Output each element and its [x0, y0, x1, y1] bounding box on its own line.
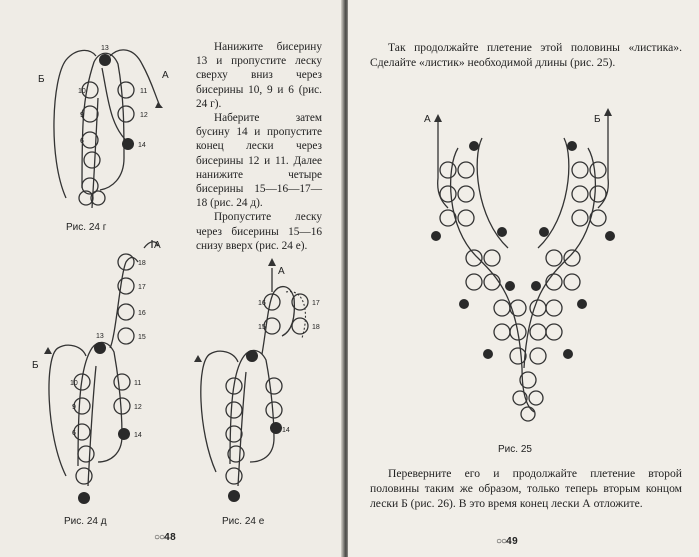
fig-e-label-16: 16: [258, 300, 266, 307]
fig-d-label-15: 15: [138, 334, 146, 341]
left-page: [0, 0, 344, 557]
figure-24d: [30, 236, 180, 506]
fig-g-label-11: 11: [140, 88, 148, 95]
fig-d-label-12: 12: [134, 404, 142, 411]
fig-g-label-9: 9: [80, 112, 84, 119]
caption-fig-25: Рис. 25: [498, 444, 532, 455]
figure-24g: [38, 38, 188, 218]
left-page-number: ○○48: [154, 532, 177, 543]
caption-fig-24d: Рис. 24 д: [64, 516, 107, 527]
fig-d-label-18: 18: [138, 260, 146, 267]
caption-fig-24e: Рис. 24 е: [222, 516, 265, 527]
fig-g-label-13: 13: [101, 45, 109, 52]
fig-g-label-10: 10: [78, 88, 86, 95]
fig-d-label-13: 13: [96, 333, 104, 340]
right-page-number-value: 49: [506, 536, 519, 547]
fig-e-label-17: 17: [312, 300, 320, 307]
fig-e-label-14: 14: [282, 427, 290, 434]
left-text-column: [196, 40, 322, 253]
fig-25-end-a: А: [424, 114, 431, 125]
fig-d-label-6: 6: [72, 430, 76, 437]
fig-d-label-11: 11: [134, 380, 142, 387]
fig-d-end-a: А: [154, 240, 161, 251]
fig-e-end-a: А: [278, 266, 285, 277]
figure-25: [418, 108, 648, 438]
fig-g-label-14: 14: [138, 142, 146, 149]
fig-d-label-9: 9: [72, 404, 76, 411]
figure-24e: [186, 262, 336, 512]
fig-g-end-a: А: [162, 70, 169, 81]
right-paragraph-top-text: Так продолжайте плетение этой половины «листика». Сделайте «листик» необходимой длины (рис. 25).: [370, 41, 682, 69]
fig-d-label-16: 16: [138, 310, 146, 317]
right-paragraph-bottom: [370, 466, 682, 511]
fig-d-end-b: Б: [32, 360, 39, 371]
right-page: [348, 0, 699, 557]
fig-e-label-18: 18: [312, 324, 320, 331]
fig-d-label-14: 14: [134, 432, 142, 439]
left-page-number-value: 48: [164, 532, 177, 543]
right-paragraph-bottom-text: Переверните его и продолжайте плетение второй половины таким же образом, только теперь вторым концом лески Б (рис. 26). В это время конец лески А отложите.: [370, 467, 682, 510]
fig-g-label-6: 6: [80, 138, 84, 145]
right-page-number: ○○49: [496, 536, 519, 547]
left-paragraph-2: Наберите затем бусину 14 и пропустите конец лески через бисерины 12 и 11. Далее нанижите четыре бисерины 15—16—17—18 (рис. 24 д).: [196, 112, 322, 210]
fig-d-label-17: 17: [138, 284, 146, 291]
left-paragraph-3: Пропустите леску через бисерины 15—16 снизу вверх (рис. 24 е).: [196, 211, 322, 252]
left-paragraph-1: Нанижите бисерину 13 и пропустите леску сверху вниз через бисерины 10, 9 и 6 (рис. 24 г).: [196, 41, 322, 110]
fig-d-label-10: 10: [70, 380, 78, 387]
right-paragraph-top: [370, 40, 682, 70]
fig-g-label-12: 12: [140, 112, 148, 119]
fig-g-end-b: Б: [38, 74, 45, 85]
fig-e-label-15: 15: [258, 324, 266, 331]
fig-25-end-b: Б: [594, 114, 601, 125]
caption-fig-24g: Рис. 24 г: [66, 222, 107, 233]
